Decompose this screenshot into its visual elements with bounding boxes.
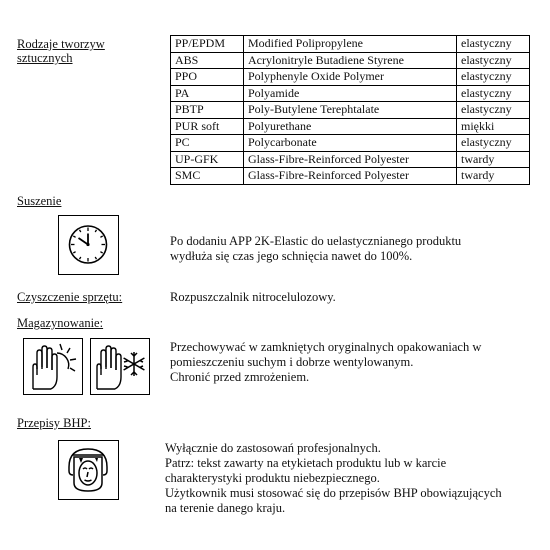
storage-text-line1: Przechowywać w zamkniętych oryginalnych opakowaniach w [170,340,482,354]
storage-text-line3: Chronić przed zmrożeniem. [170,370,310,384]
materials-label-line2: sztucznych [17,51,73,65]
table-row [171,135,530,152]
material-property: elastyczny [457,69,530,86]
materials-table [170,35,530,185]
material-name: Modified Polipropylene [244,36,457,53]
safety-text-line5: na terenie danego kraju. [165,501,286,515]
table-row [171,151,530,168]
material-code: PUR soft [171,118,244,135]
material-property: twardy [457,168,530,185]
cleaning-label: Czyszczenie sprzętu: [17,290,123,304]
clock-icon [59,216,117,273]
table-row [171,118,530,135]
material-name: Polyphenyle Oxide Polymer [244,69,457,86]
material-name: Polyamide [244,85,457,102]
drying-icon-box [58,215,119,275]
material-name: Glass-Fibre-Reinforced Polyester [244,151,457,168]
safety-text-line1: Wyłącznie do zastosowań profesjonalnych. [165,441,381,455]
table-row [171,52,530,69]
material-code: UP-GFK [171,151,244,168]
table-row [171,102,530,119]
material-code: PBTP [171,102,244,119]
materials-label [17,37,105,65]
drying-label: Suszenie [17,194,62,208]
material-property: elastyczny [457,135,530,152]
material-code: ABS [171,52,244,69]
material-property: elastyczny [457,52,530,69]
safety-label: Przepisy BHP: [17,416,91,430]
table-row [171,85,530,102]
cleaning-text: Rozpuszczalnik nitrocelulozowy. [170,290,336,304]
safety-text [165,441,502,516]
material-name: Polyurethane [244,118,457,135]
material-property: elastyczny [457,36,530,53]
storage-icon-box-sun [23,338,83,395]
safety-icon-box [58,440,119,500]
material-name: Acrylonitryle Butadiene Styrene [244,52,457,69]
hand-sun-icon [24,339,81,393]
face-shield-icon [59,441,117,498]
material-code: PP/EPDM [171,36,244,53]
table-row [171,69,530,86]
material-code: PA [171,85,244,102]
material-property: miękki [457,118,530,135]
material-code: PPO [171,69,244,86]
storage-text-line2: pomieszczeniu suchym i dobrze wentylowanym. [170,355,414,369]
drying-text-line2: wydłuża się czas jego schnięcia nawet do 100%. [170,249,413,263]
material-property: twardy [457,151,530,168]
storage-icon-box-snow [90,338,150,395]
material-code: PC [171,135,244,152]
drying-text-line1: Po dodaniu APP 2K-Elastic do uelastycznianego produktu [170,234,462,248]
material-name: Polycarbonate [244,135,457,152]
storage-label: Magazynowanie: [17,316,104,330]
safety-text-line4: Użytkownik musi stosować się do przepisów BHP obowiązujących [165,486,502,500]
material-property: elastyczny [457,102,530,119]
table-row [171,168,530,185]
materials-label-line1: Rodzaje tworzyw [17,37,105,51]
safety-text-line2: Patrz: tekst zawarty na etykietach produktu lub w karcie [165,456,447,470]
material-name: Poly-Butylene Terephtalate [244,102,457,119]
drying-text [170,234,461,264]
storage-text [170,340,481,385]
safety-text-line3: charakterystyki produktu niebezpiecznego. [165,471,380,485]
materials-table-body [171,36,530,185]
hand-snowflake-icon [91,339,148,393]
material-property: elastyczny [457,85,530,102]
table-row [171,36,530,53]
material-name: Glass-Fibre-Reinforced Polyester [244,168,457,185]
material-code: SMC [171,168,244,185]
